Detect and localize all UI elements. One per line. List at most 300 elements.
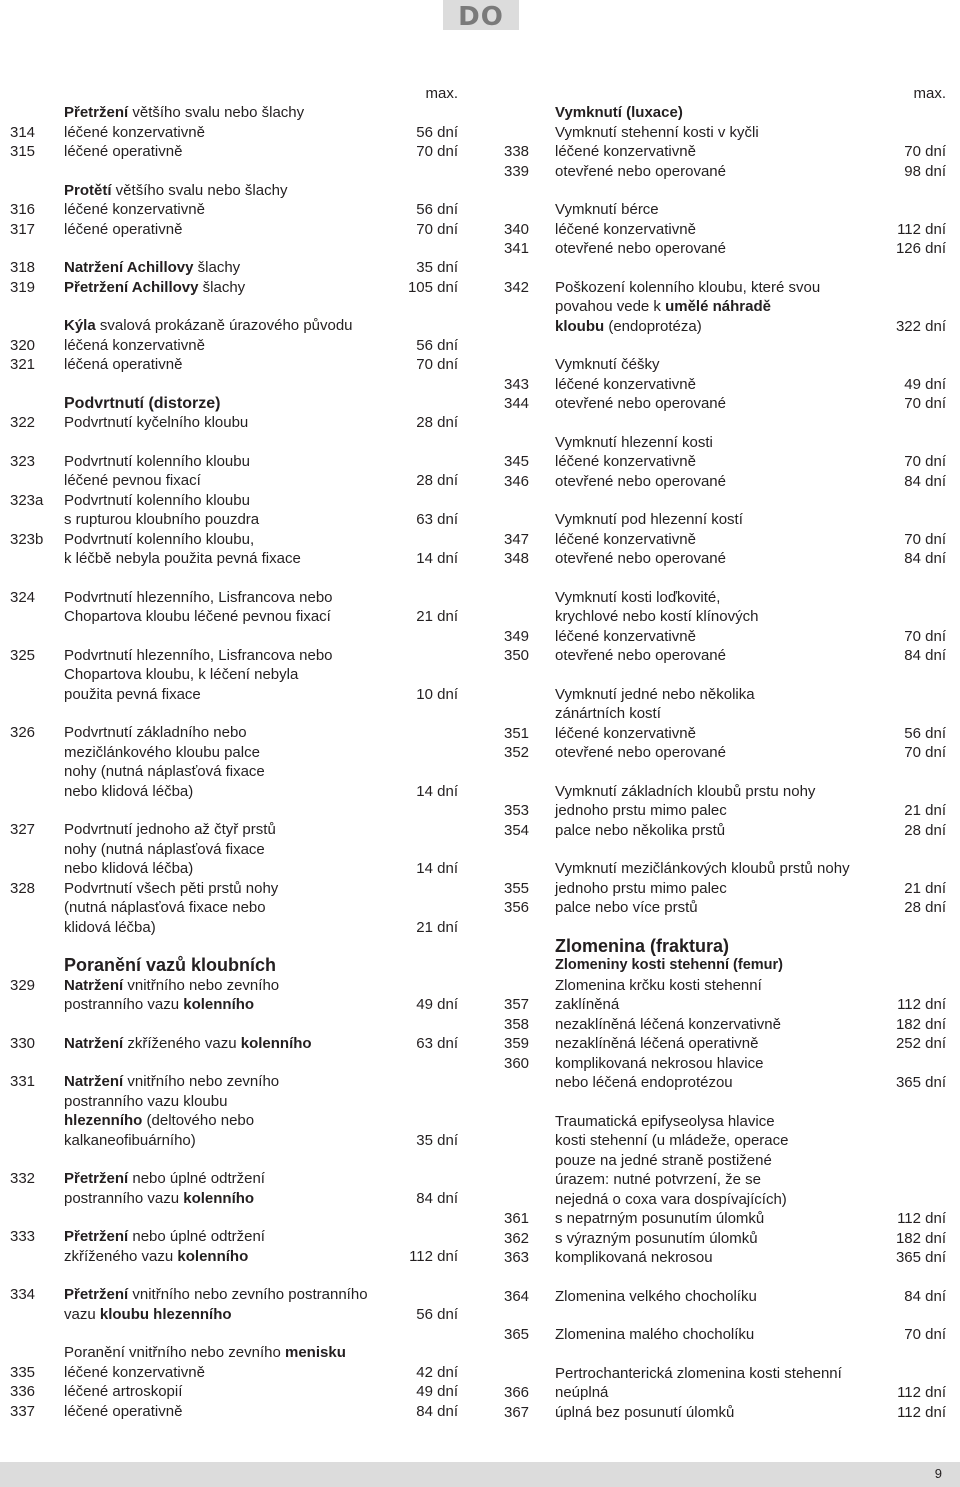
description-text: léčené konzervativně [555,724,696,742]
item-description [64,510,416,530]
table-row [502,1287,946,1307]
bold-term: kloubu hlezenního [99,1305,232,1323]
item-description [555,433,946,453]
item-number [0,898,64,918]
item-number: 322 [10,414,36,431]
table-row [502,1190,946,1210]
bold-term: umělé náhradě [665,298,771,315]
table-row [0,1072,458,1092]
table-row [0,665,458,685]
item-description [64,316,458,336]
description-text: Vymknutí kosti loďkovité, [555,588,721,606]
table-row [502,704,946,724]
spacer [502,1345,946,1364]
item-description [64,1305,416,1325]
item-description [64,1092,458,1112]
description-text: léčené konzervativně [64,201,205,218]
description-text: otevřené nebo operované [555,472,726,490]
item-number: 337 [10,1402,36,1420]
item-number: 343 [504,375,530,393]
max-days: 42 dní [416,1363,458,1381]
item-description [555,1190,946,1210]
max-days: 182 dní [895,1229,946,1247]
item-description [555,801,904,821]
bold-term: Natržení [64,1073,124,1090]
item-number: 344 [504,395,530,412]
item-description [555,103,946,123]
max-days: 21 dní [904,879,946,897]
item-description [555,1209,897,1229]
description-text: Vymknutí mezičlánkových kloubů prstů nohy [555,860,850,877]
max-label: max. [425,85,458,102]
max-days: 112 dní [897,1384,946,1401]
table-row [0,762,458,782]
item-number: 325 [10,646,36,664]
table-row [0,1343,458,1363]
footer-bar [0,1462,960,1487]
table-row [0,1363,458,1383]
table-row [502,394,946,414]
item-description [555,1287,904,1307]
item-description [555,452,904,472]
item-description [555,627,904,647]
section-heading: Zlomenina (fraktura) [555,935,730,956]
spacer [0,1150,458,1169]
table-row [0,879,458,899]
item-number: 339 [504,162,530,180]
table-row [502,375,946,395]
table-row [0,1402,458,1422]
table-row [0,743,458,763]
description-text: otevřené nebo operované [555,647,726,664]
item-description [555,1364,946,1384]
item-number: 354 [504,821,530,839]
max-label: max. [913,85,946,102]
table-row [502,782,946,802]
table-row [0,1227,458,1247]
item-number: 362 [504,1229,530,1247]
description-text: postranního vazu [64,1189,184,1207]
item-description [555,607,946,627]
table-row [502,1248,946,1268]
item-number: 356 [504,899,530,916]
table-row [0,1169,458,1189]
right-column [502,84,946,1422]
table-row [502,1112,946,1132]
spacer [502,1306,946,1325]
description-text: mezičlánkového kloubu palce [64,743,260,761]
description-text: Podvrtnutí hlezenního, Lisfrancova nebo [64,588,333,606]
item-number [0,665,64,685]
item-description [555,1015,896,1035]
table-row [502,646,946,666]
item-number: 360 [504,1054,530,1072]
table-row [0,1131,458,1151]
table-row [502,200,946,220]
max-days: 28 dní [416,414,458,431]
item-description [64,1227,458,1247]
item-description [64,607,416,627]
item-number: 361 [504,1210,530,1227]
item-number: 346 [504,472,530,490]
description-text: nezaklíněná léčená operativně [555,1035,759,1052]
description-text: šlachy [198,278,246,296]
item-number: 348 [504,550,530,567]
description-text: postranního vazu kloubu [64,1092,228,1110]
item-number: 358 [504,1015,530,1033]
max-days: 21 dní [416,918,458,936]
item-description [64,1131,416,1151]
description-text: povahou vede k [555,298,666,315]
table-row [502,278,946,298]
table-row [502,743,946,763]
description-text: nezaklíněná léčená konzervativně [555,1015,781,1033]
item-number [0,918,64,938]
item-description [64,1189,416,1209]
spacer [502,1268,946,1287]
item-number [0,840,64,860]
max-days: 35 dní [416,1131,458,1149]
description-text: vnitřního nebo zevního postranního [128,1286,368,1303]
table-row [502,1015,946,1035]
item-description [555,1112,946,1132]
item-description [555,317,896,337]
item-number: 320 [10,336,36,354]
max-days: 84 dní [904,1287,946,1305]
description-text: Podvrtnutí základního nebo [64,724,247,741]
item-number: 353 [504,802,530,819]
item-description [64,1111,458,1131]
max-days: 84 dní [904,550,946,567]
description-text: nebo léčená endoprotézou [555,1074,733,1091]
item-description [555,898,904,918]
max-days: 70 dní [904,1326,946,1343]
max-days: 105 dní [407,278,458,296]
spacer [502,666,946,685]
description-text: nebo klidová léčba) [64,860,194,877]
item-description [64,1072,458,1092]
description-text: léčené konzervativně [555,220,696,238]
item-description [555,200,946,220]
entries-list [502,103,946,1422]
item-number [0,995,64,1015]
table-row [502,433,946,453]
item-number: 352 [504,744,530,761]
section-heading: Poranění vazů kloubních [64,955,277,975]
bold-term: Kýla [64,317,96,334]
max-days: 70 dní [416,356,458,373]
table-row [502,1229,946,1249]
item-number [0,510,64,530]
item-number: 318 [10,259,36,276]
item-number: 314 [10,123,36,141]
description-text: většího svalu nebo šlachy [128,104,305,121]
item-description [64,820,458,840]
item-number: 349 [504,627,530,645]
item-number: 347 [504,530,530,548]
description-text: úplná bez posunutí úlomků [555,1403,735,1421]
description-text: léčené konzervativně [64,123,205,141]
item-number: 321 [10,356,36,373]
table-row [502,976,946,996]
item-number [502,1112,555,1132]
max-days: 10 dní [416,685,458,703]
description-text: nohy (nutná náplasťová fixace [64,763,265,780]
item-number [502,1170,555,1190]
bold-term: kolenního [177,1247,249,1265]
description-text: Podvrtnutí hlezenního, Lisfrancova nebo [64,646,333,664]
item-description [64,258,416,278]
max-days: 84 dní [416,1189,458,1207]
item-description [64,588,458,608]
table-row [502,510,946,530]
description-text: většího svalu nebo šlachy [111,181,288,199]
item-description [555,976,946,996]
item-description [64,1247,409,1267]
item-description [555,355,946,375]
spacer [0,1015,458,1034]
description-text: otevřené nebo operované [555,550,726,567]
description-text: Poranění vnitřního nebo zevního [64,1344,285,1361]
table-row [0,413,458,433]
table-row [0,723,458,743]
item-description [555,646,904,666]
description-text: zkříženého vazu [64,1247,178,1265]
table-row [0,995,458,1015]
max-days: 63 dní [416,1034,458,1052]
table-row [502,1209,946,1229]
description-text: použita pevná fixace [64,685,201,703]
table-row [0,103,458,123]
max-days: 56 dní [416,1305,458,1323]
spacer [502,491,946,510]
item-description [64,840,458,860]
spacer [502,840,946,859]
description-text: Podvrtnutí jednoho až čtyř prstů [64,821,276,838]
bold-term: Natržení [64,976,124,994]
description-text: neúplná [555,1384,609,1401]
spacer [0,162,458,181]
item-description [555,162,904,182]
item-number [502,859,555,879]
description-text: otevřené nebo operované [555,395,726,412]
spacer [502,181,946,200]
item-number: 323b [10,530,44,548]
item-number: 365 [504,1326,530,1343]
item-description [64,1285,458,1305]
item-description [64,1169,458,1189]
table-row [0,840,458,860]
description-text: palce nebo více prstů [555,899,698,916]
item-number: 357 [504,996,530,1013]
item-description [555,1383,897,1403]
table-row [502,879,946,899]
max-days: 70 dní [904,627,946,645]
spacer [0,569,458,588]
item-number: 326 [10,724,36,741]
item-description [64,103,458,123]
table-row [502,530,946,550]
description-text: komplikovaná nekrosou hlavice [555,1054,764,1072]
table-row [0,278,458,298]
description-text: úrazem: nutné potvrzení, že se [555,1171,761,1188]
item-description [555,1248,896,1268]
entries-list [0,103,458,1421]
table-row [502,297,946,317]
max-days: 56 dní [904,724,946,742]
item-description [64,898,458,918]
description-text: Vymknutí základních kloubů prstu nohy [555,782,816,800]
item-number: 324 [10,588,36,606]
table-row [502,1073,946,1093]
description-text: Vymknutí hlezenní kosti [555,433,713,451]
description-text: (deltového nebo [142,1112,255,1129]
item-number [0,316,64,336]
max-days: 112 dní [897,996,946,1013]
description-text: kalkaneofibuárního) [64,1131,196,1149]
item-description [64,995,416,1015]
description-text: vazu [64,1305,100,1323]
item-number [502,685,555,705]
item-number [502,123,555,143]
table-row [0,1285,458,1305]
max-days: 28 dní [904,899,946,916]
item-description [555,220,897,240]
description-text: Traumatická epifyseolysa hlavice [555,1112,775,1130]
item-description [555,1403,897,1423]
item-number [502,1073,555,1093]
item-number [0,1305,64,1325]
max-days: 70 dní [904,395,946,412]
spacer [502,259,946,278]
item-description [64,879,458,899]
item-description [64,665,458,685]
spacer [0,375,458,394]
description-text: Pertrochanterická zlomenina kosti stehenní [555,1364,842,1382]
item-number [502,433,555,453]
item-description [64,355,416,375]
item-description [64,549,416,569]
table-row [0,1092,458,1112]
item-number [0,607,64,627]
table-row [0,200,458,220]
max-days: 70 dní [904,744,946,761]
description-text: vnitřního nebo zevního [123,1073,280,1090]
description-text: zaklíněná [555,996,620,1013]
item-number [0,782,64,802]
item-description [555,530,904,550]
item-number: 331 [10,1073,36,1090]
table-row [502,1383,946,1403]
item-number [502,355,555,375]
max-days: 35 dní [416,259,458,276]
bold-term: Natržení Achillovy [64,259,194,276]
item-description [555,821,904,841]
table-row [502,898,946,918]
item-number [0,1189,64,1209]
description-text: jednoho prstu mimo palec [555,879,727,897]
table-row [0,588,458,608]
item-number: 332 [10,1170,36,1187]
spacer [0,1053,458,1072]
description-text: léčené artroskopií [64,1383,183,1400]
table-row [0,491,458,511]
description-text: léčená konzervativně [64,336,205,354]
max-days: 70 dní [904,453,946,470]
bold-term: hlezenního [64,1112,143,1129]
table-row [0,1034,458,1054]
item-description [64,200,416,220]
table-row [0,258,458,278]
description-text: léčená operativně [64,356,183,373]
description-text: Podvrtnutí kolenního kloubu [64,491,250,509]
bold-term: Přetržení [64,1170,129,1187]
bold-term: Natržení [64,1034,124,1052]
max-days: 322 dní [895,317,946,335]
max-days: 84 dní [904,647,946,664]
item-number [502,297,555,317]
max-days: 14 dní [416,782,458,800]
max-days: 21 dní [904,802,946,819]
spacer [0,1266,458,1285]
description-text: léčené operativně [64,143,183,160]
table-row [0,859,458,879]
description-text: Vymknutí bérce [555,201,659,218]
table-row [502,1054,946,1074]
item-description [555,995,897,1015]
max-days: 84 dní [904,472,946,490]
item-description [64,743,458,763]
item-number: 342 [504,278,530,296]
item-description [64,181,458,201]
item-number [0,103,64,123]
table-row [502,588,946,608]
table-row [502,607,946,627]
max-days: 49 dní [416,1383,458,1400]
spacer [0,704,458,723]
max-days: 49 dní [416,996,458,1013]
table-row [502,1170,946,1190]
max-days: 365 dní [895,1074,946,1091]
max-days: 252 dní [895,1035,946,1052]
description-text: nebo úplné odtržení [128,1170,265,1187]
spacer [0,1324,458,1343]
item-number [502,782,555,802]
description-text: léčené konzervativně [64,1363,205,1381]
bold-term: kolenního [183,1189,255,1207]
max-days: 70 dní [416,143,458,160]
description-text: s rupturou kloubního pouzdra [64,511,260,528]
spacer [502,569,946,588]
table-row [0,976,458,996]
item-description [555,1034,896,1054]
table-row [0,646,458,666]
spacer [0,297,458,316]
item-number [0,859,64,879]
item-number [0,685,64,705]
table-row [502,1034,946,1054]
description-text: (nutná náplasťová fixace nebo [64,899,266,916]
bold-term: Protětí [64,181,112,199]
description-text: léčené operativně [64,1402,183,1420]
description-text: kosti stehenní (u mládeže, operace [555,1132,789,1149]
table-row [502,685,946,705]
item-description [555,1151,946,1171]
table-row [502,317,946,337]
table-row [0,549,458,569]
bold-term: Přetržení Achillovy [64,278,199,296]
max-days: 98 dní [904,162,946,180]
